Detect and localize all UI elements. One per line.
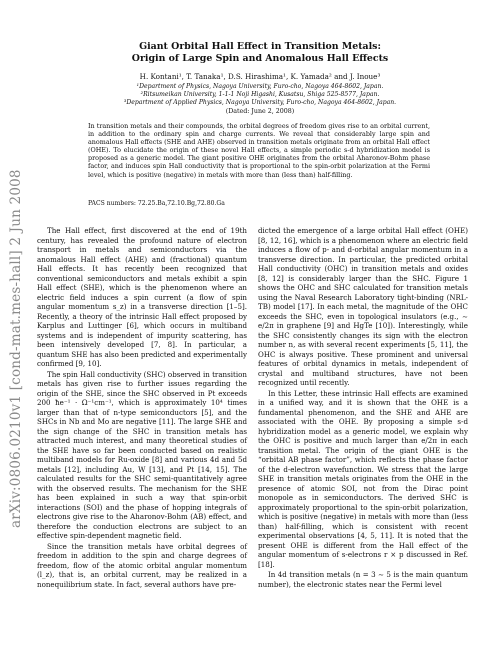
authors: H. Kontani¹, T. Tanaka¹, D.S. Hirashima¹, K. Yamada² and J. Inoue³ bbox=[139, 72, 381, 81]
title-line-2: Origin of Large Spin and Anomalous Hall Effects bbox=[131, 53, 389, 64]
title-line-1: Giant Orbital Hall Effect in Transition Metals: bbox=[139, 41, 381, 52]
paragraph: The spin Hall conductivity (SHC) observed in transition metals has given rise to further issues regarding the origin of the SHE, since the SHC observed in Pt exceeds 200 ħe⁻¹ · Ω⁻¹cm⁻¹, which is approximately 10⁴ times larger than that of n-type semiconductors [5], and the SHCs in Nb and Mo are negative [11]. The large SHE and the sign change of the SHC in transition metals has attracted much interest, and many theoretical studies of the SHE have so far been conducted based on realistic multiband models for Ru-oxide [8] and various 4d and 5d metals [12], including Au, W [13], and Pt [14, 15]. The calculated results for the SHC semi-quantitatively agree with the observed results. The mechanism for the SHE has been explained in such a way that spin-orbit interactions (SOI) and the phase of hopping integrals of electrons give rise to the Aharonov-Bohm (AB) effect, and therefore the conduction electrons are subject to an effective spin-dependent magnetic field. bbox=[37, 369, 247, 540]
paragraph: In 4d transition metals (n = 3 ∼ 5 is the main quantum number), the electronic states near the Fermi level bbox=[258, 570, 468, 589]
affiliation-3: ³Department of Applied Physics, Nagoya University, Furo-cho, Nagoya 464-8602, Japan. bbox=[123, 99, 397, 106]
abstract: In transition metals and their compounds, the orbital degrees of freedom gives rise to an orbital current, in addition to the ordinary spin and charge currents. We reveal that considerably large spin and anomalous Hall effects (SHE and AHE) observed in transition metals originate from an orbital Hall effect (OHE). To elucidate the origin of these novel Hall effects, a simple periodic s-d hybridization model is proposed as a generic model. The giant positive OHE originates from the orbital Aharonov-Bohm phase factor, and induces spin Hall conductivity that is proportional to the spin-orbit polarization at the Fermi level, which is positive (negative) in metals with more than (less than) half-filling. bbox=[88, 122, 430, 179]
paragraph: In this Letter, these intrinsic Hall effects are examined in a unified way, and it is shown that the OHE is a fundamental phenomenon, and the SHE and AHE are associated with the OHE. By proposing a simple s-d hybridization model as a generic model, we explain why the OHC is positive and much larger than e/2π in each transition metal. The origin of the giant OHE is the “orbital AB phase factor”, which reflects the phase factor of the d-electron wavefunction. We stress that the large SHE in transition metals originates from the OHE in the presence of atomic SOI, not from the Dirac point monopole as in semiconductors. The derived SHC is approximately proportional to the spin-orbit polarization, which is positive (negative) in metals with more than (less than) half-filling, which is consistent with recent experimental observations [4, 5, 11]. It is noted that the present OHE is different from the Hall effect of the angular momentum of s-electrons r × p discussed in Ref. [18]. bbox=[258, 388, 468, 569]
paragraph: dicted the emergence of a large orbital Hall effect (OHE) [8, 12, 16], which is a phenomenon where an electric field induces a flow of p- and d-orbital angular momentum in a transverse direction. In particular, the predicted orbital Hall conductivity (OHC) in transition metals and oxides [8, 12] is considerably larger than the SHC. Figure 1 shows the OHC and SHC calculated for transition metals using the Naval Research Laboratory tight-binding (NRL-TB) model [17]. In each metal, the magnitude of the OHC exceeds the SHC, even in topological insulators (e.g., ∼ e/2π in graphene [9] and HgTe [10]). Interestingly, while the SHC consistently changes its sign with the electron number n, as with several recent experiments [5, 11], the OHC is always positive. These prominent and universal features of orbital dynamics in metals, independent of crystal and multiband structures, have not been recognized until recently. bbox=[258, 226, 468, 387]
right-column bbox=[258, 226, 468, 590]
paragraph: Since the transition metals have orbital degrees of freedom in addition to the spin and charge degrees of freedom, flow of the atomic orbital angular momentum (l_z), that is, an orbital current, may be realized in a nonequilibrium state. In fact, several authors have pre- bbox=[37, 541, 247, 589]
pacs-numbers: PACS numbers: 72.25.Ba,72.10.Bg,72.80.Ga bbox=[88, 200, 225, 207]
arxiv-stamp bbox=[6, 169, 28, 530]
left-column bbox=[37, 226, 247, 590]
arxiv-identifier[interactable]: arXiv:0806.0210v1 [cond-mat.mes-hall] 2 Jun 2008 bbox=[8, 169, 24, 528]
dated-line: (Dated: June 2, 2008) bbox=[225, 108, 295, 115]
affiliation-1: ¹Department of Physics, Nagoya University, Furo-cho, Nagoya 464-8602, Japan. bbox=[136, 83, 384, 90]
paragraph: The Hall effect, first discovered at the end of 19th century, has revealed the profound nature of electron transport in metals and semiconductors via the anomalous Hall effect (AHE) and (fractional) quantum Hall effects. It has recently been recognized that conventional semiconductors and metals exhibit a spin Hall effect (SHE), which is the phenomenon where an electric field induces a spin current (a flow of spin angular momentum s_z) in a transverse direction [1–5]. Recently, a theory of the intrinsic Hall effect proposed by Karplus and Luttinger [6], which occurs in multiband systems and is independent of impurity scattering, has been intensively developed [7, 8]. In particular, a quantum SHE has also been predicted and experimentally confirmed [9, 10]. bbox=[37, 226, 247, 368]
affiliation-2: ²Ritsumeikan University, 1-1-1 Noji Higashi, Kusatsu, Shiga 525-8577, Japan. bbox=[140, 91, 380, 98]
